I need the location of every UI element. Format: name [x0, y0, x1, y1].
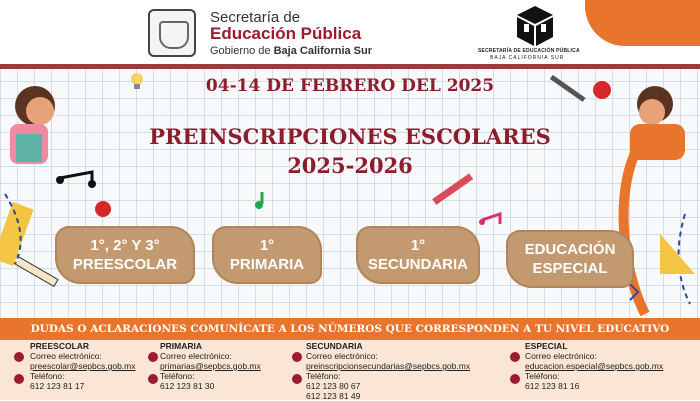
contact-level: PREESCOLAR [30, 341, 90, 351]
contact-phone-label: Teléfono: [30, 371, 65, 381]
header-line1: Secretaría de [210, 9, 301, 26]
contact-email-link[interactable]: preinscripcionsecundarias@sepbcs.gob.mx [306, 361, 471, 371]
level-badge-line2: PREESCOLAR [72, 256, 178, 273]
pencil-icon [432, 173, 473, 205]
email-icon [14, 352, 24, 362]
date-range: 04-14 DE FEBRERO DEL 2025 [205, 76, 495, 96]
sep-caption1: SECRETARÍA DE EDUCACIÓN PÚBLICA [478, 48, 580, 54]
mexico-seal-logo [148, 9, 196, 57]
contact-level: SECUNDARIA [306, 341, 363, 351]
title-line1: PREINSCRIPCIONES ESCOLARES [149, 124, 551, 149]
apple-icon [95, 201, 111, 217]
level-badge-line2: ESPECIAL [532, 260, 608, 277]
contact-email-label: Correo electrónico: [30, 351, 102, 361]
header-line3-prefix: Gobierno de [210, 45, 274, 57]
level-badge-secundaria [356, 226, 480, 284]
contact-primaria [160, 340, 330, 391]
level-badge-line2: PRIMARIA [229, 256, 305, 273]
level-badge-line1: 1° [410, 237, 426, 254]
header-line3 [210, 45, 372, 57]
contact-phone: 612 123 81 16 [525, 381, 580, 391]
contact-phone: 612 123 81 30 [160, 381, 215, 391]
music-note-green-icon [255, 192, 263, 209]
level-badge-preescolar [55, 226, 195, 284]
set-square-icon [660, 234, 695, 274]
header-line2: Educación Pública [210, 24, 362, 43]
sep-caption2: BAJA CALIFORNIA SUR [490, 55, 565, 61]
contact-level: PRIMARIA [160, 341, 203, 351]
orange-corner-shape [585, 0, 700, 46]
contact-secundaria [306, 340, 516, 401]
level-badge-line1: 1°, 2° Y 3° [90, 237, 160, 254]
contact-phone: 612 123 81 17 [30, 381, 85, 391]
contact-banner: DUDAS O ACLARACIONES COMUNÍCATE A LOS NÚMEROS QUE CORRESPONDEN A TU NIVEL EDUCATIVO [0, 318, 700, 340]
contact-level: ESPECIAL [525, 341, 568, 351]
level-badge-especial [506, 230, 634, 288]
contact-phone: 612 123 80 67 [306, 381, 361, 391]
level-badge-line2: SECUNDARIA [367, 256, 468, 273]
music-note-pink-icon [479, 214, 500, 225]
contact-phone: 612 123 81 49 [306, 391, 361, 401]
contact-phone-label: Teléfono: [160, 371, 195, 381]
contact-email-link[interactable]: educacion.especial@sepbcs.gob.mx [525, 361, 664, 371]
contact-email-label: Correo electrónico: [306, 351, 378, 361]
level-badge-line1: EDUCACIÓN [524, 241, 616, 258]
contact-especial [525, 340, 695, 391]
contact-email-link[interactable]: preescolar@sepbcs.gob.mx [30, 361, 136, 371]
level-badge-primaria [212, 226, 322, 284]
phone-icon [14, 374, 24, 384]
title-line2: 2025-2026 [287, 153, 413, 178]
header-line3-bold: Baja California Sur [273, 45, 373, 57]
contact-email-label: Correo electrónico: [525, 351, 597, 361]
contact-email-label: Correo electrónico: [160, 351, 232, 361]
level-badge-line1: 1° [259, 237, 275, 254]
contact-phone-label: Teléfono: [306, 371, 341, 381]
contact-email-link[interactable]: primarias@sepbcs.gob.mx [160, 361, 261, 371]
contact-phone-label: Teléfono: [525, 371, 560, 381]
